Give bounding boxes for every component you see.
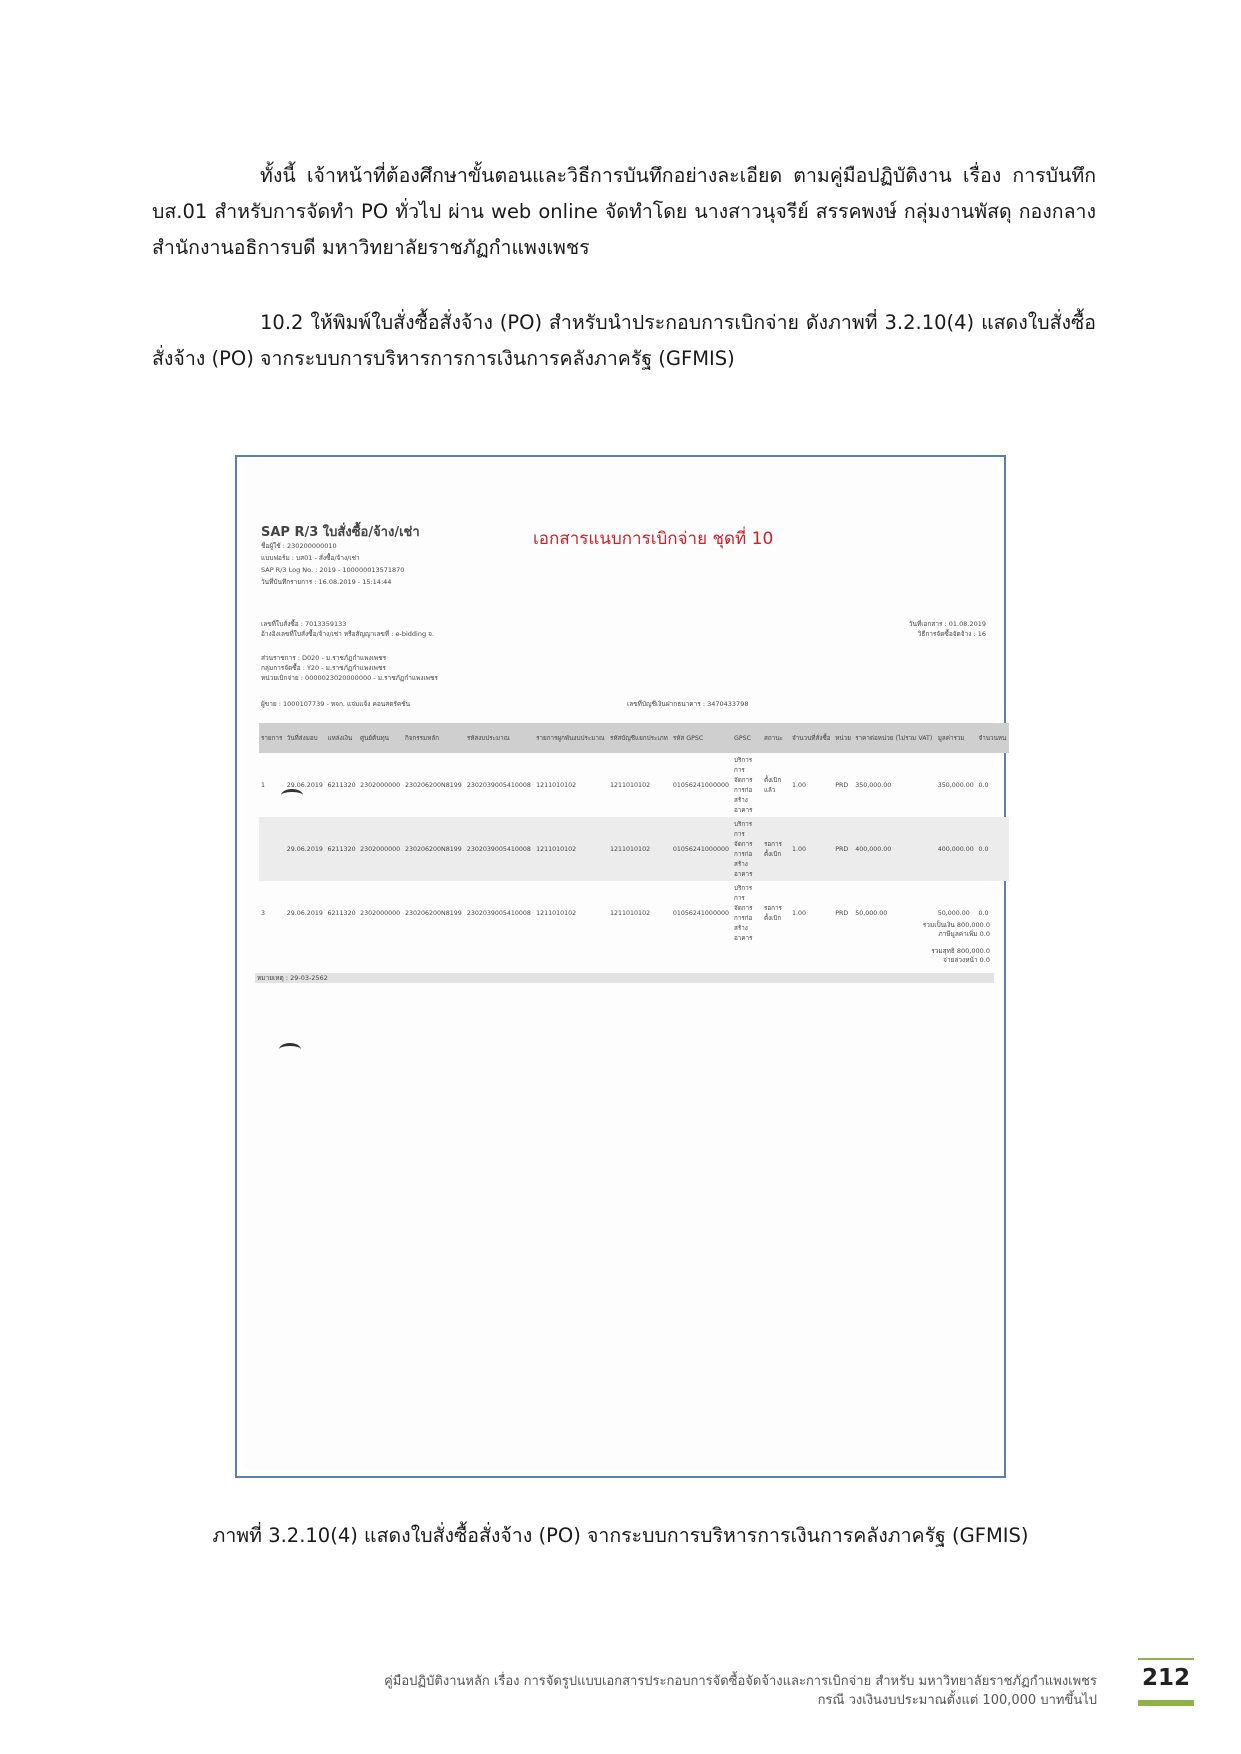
- attachment-title: เอกสารแนบการเบิกจ่าย ชุดที่ 10: [533, 529, 774, 549]
- punch-hole-icon: [279, 1043, 301, 1056]
- column-header: กิจกรรมหลัก: [403, 723, 465, 753]
- figure-caption: ภาพที่ 3.2.10(4) แสดงใบสั่งซื้อสั่งจ้าง (PO) จากระบบการบริหารการเงินการคลังภาครัฐ (GFMIS): [212, 1524, 1029, 1547]
- table-cell: 1211010102: [610, 909, 651, 917]
- table-cell: [259, 817, 285, 881]
- table-cell: 0.0: [978, 909, 989, 917]
- table-cell: 2302039005410008: [465, 817, 534, 881]
- page-number-bar: [1138, 1700, 1194, 1706]
- step-paragraph: [152, 305, 1096, 377]
- table-cell: 1211010102: [608, 817, 671, 881]
- table-cell: 230206200N8199: [404, 781, 462, 789]
- table-cell: 29.06.2019: [286, 781, 323, 789]
- table-cell: 01056241000000: [672, 909, 729, 917]
- header-line: แบบฟอร์ม : บส01 - สั่งซื้อ/จ้าง/เช่า: [261, 554, 360, 562]
- table-cell: 29.06.2019: [285, 817, 326, 881]
- table-cell: PRD: [833, 817, 853, 881]
- table-cell: 350,000.00: [855, 781, 892, 789]
- table-cell: 230206200N8199: [403, 817, 465, 881]
- net-total-line: รวมสุทธิ 800,000.0: [931, 947, 990, 955]
- column-header: จำนวนหน: [977, 723, 1010, 753]
- column-header: ศูนย์ต้นทุน: [358, 723, 403, 753]
- intro-paragraph: [152, 158, 1096, 266]
- table-cell: 50,000.00: [937, 909, 970, 917]
- subtotal-line: รวมเป็นเงิน 800,000.0: [922, 921, 990, 929]
- table-cell: รอการ ตั้งเบิก: [762, 817, 790, 881]
- table-cell: 2302039005410008: [466, 909, 531, 917]
- table-cell: 6211320: [327, 909, 356, 917]
- table-cell: 29.06.2019: [286, 909, 323, 917]
- table-cell: PRD: [835, 781, 849, 789]
- column-header: รายการผูกพันงบประมาณ: [534, 723, 608, 753]
- sap-title: SAP R/3 ใบสั่งซื้อ/จ้าง/เช่า: [261, 525, 420, 540]
- table-cell: 1211010102: [610, 781, 651, 789]
- step-paragraph-text: 10.2 ให้พิมพ์ใบสั่งซื้อสั่งจ้าง (PO) สำหรับนำประกอบการเบิกจ่าย ดังภาพที่ 3.2.10(4) แสดงใบสั่งซื้อสั่งจ้าง (PO) จากระบบการบริหารการการเงินการคลังภาครัฐ (GFMIS): [152, 311, 1096, 370]
- table-cell: ตั้งเบิก แล้ว: [764, 777, 782, 794]
- table-header-row: [259, 723, 1009, 753]
- table-cell: 0.0: [977, 817, 1010, 881]
- table-cell: 6211320: [327, 781, 356, 789]
- table-cell: 1.00: [790, 817, 833, 881]
- page-footer: [384, 1672, 1097, 1710]
- table-cell: 0.0: [978, 781, 989, 789]
- table-cell: 2302000000: [358, 817, 403, 881]
- table-cell: บริการ การ จัดการ การก่อ สร้าง อาคาร: [732, 817, 762, 881]
- table-cell: บริการ การ จัดการ การก่อ สร้าง อาคาร: [734, 885, 753, 942]
- po-items-table: [259, 723, 1009, 945]
- table-cell: 01056241000000: [672, 781, 729, 789]
- column-header: แหล่งเงิน: [326, 723, 359, 753]
- header-line: SAP R/3 Log No. : 2019 - 100000013571870: [261, 566, 405, 574]
- table-cell: 1.00: [792, 781, 807, 789]
- column-header: ราคาต่อหน่วย (ไม่รวม VAT): [853, 723, 936, 753]
- column-header: วันที่ส่งมอบ: [285, 723, 326, 753]
- document-date: วันที่เอกสาร : 01.08.2019: [908, 620, 986, 628]
- table-cell: 350,000.00: [937, 781, 974, 789]
- org-line: กลุ่มการจัดซื้อ : Y20 - ม.ราชภัฏกำแพงเพชร: [261, 664, 386, 672]
- vendor-line: ผู้ขาย : 1000107739 - หจก. แจ่มแจ้ง คอนสตรัคชั่น: [261, 700, 411, 708]
- column-header: GPSC: [732, 723, 762, 753]
- table-cell: 01056241000000: [671, 817, 732, 881]
- table-cell: 400,000.00: [936, 817, 977, 881]
- column-header: รหัส GPSC: [671, 723, 732, 753]
- remark: หมายเหตุ : 29-03-2562: [257, 974, 328, 982]
- table-cell: 1.00: [792, 909, 807, 917]
- table-cell: 400,000.00: [853, 817, 936, 881]
- table-row: [259, 753, 1009, 817]
- vat-line: ภาษีมูลค่าเพิ่ม 0.0: [938, 930, 990, 938]
- bank-account-line: เลขที่บัญชีเงินฝากธนาคาร : 3470433798: [627, 700, 749, 708]
- table-cell: 2302000000: [360, 909, 401, 917]
- footer-line: กรณี วงเงินงบประมาณตั้งแต่ 100,000 บาทขึ้นไป: [817, 1693, 1097, 1708]
- header-line: วันที่บันทึกรายการ : 16.08.2019 - 15:14:44: [261, 578, 392, 586]
- table-cell: บริการ การ จัดการ การก่อ สร้าง อาคาร: [734, 757, 753, 814]
- column-header: รหัสงบประมาณ: [465, 723, 534, 753]
- intro-paragraph-text: ทั้งนี้ เจ้าหน้าที่ต้องศึกษาขั้นตอนและวิธีการบันทึกอย่างละเอียด ตามคู่มือปฏิบัติงาน เรื่อง การบันทึก บส.01 สำหรับการจัดทำ PO ทั่วไป ผ่าน web online จัดทำโดย นางสาวนุจรีย์ สรรคพงษ์ กลุ่มงานพัสดุ กองกลาง สำนักงานอธิการบดี มหาวิทยาลัยราชภัฏกำแพงเพชร: [152, 164, 1096, 259]
- table-cell: 1211010102: [536, 909, 577, 917]
- advance-payment-line: จ่ายล่วงหน้า 0.0: [943, 956, 990, 964]
- header-line: ชื่อผู้ใช้ : 230200000010: [261, 542, 337, 550]
- table-cell: 50,000.00: [855, 909, 888, 917]
- procurement-method: วิธีการจัดซื้อจัดจ้าง : 16: [917, 630, 986, 638]
- org-line: หน่วยเบิกจ่าย : 0000023020000000 - ม.ราชภัฏกำแพงเพชร: [261, 674, 438, 682]
- totals-block: [923, 921, 990, 939]
- column-header: มูลค่ารวม: [936, 723, 977, 753]
- table-cell: 2302039005410008: [466, 781, 531, 789]
- table-cell: 2302000000: [360, 781, 401, 789]
- net-totals-block: [931, 947, 990, 965]
- org-line: ส่วนราชการ : D020 - ม.ราชภัฏกำแพงเพชร: [261, 654, 387, 662]
- table-row: [259, 881, 1009, 945]
- column-header: หน่วย: [833, 723, 853, 753]
- column-header: รหัสบัญชีแยกประเภท: [608, 723, 671, 753]
- table-cell: 3: [261, 909, 266, 917]
- table-cell: 6211320: [326, 817, 359, 881]
- table-cell: 1211010102: [534, 817, 608, 881]
- page-number: 212: [1141, 1665, 1190, 1691]
- table-cell: 1211010102: [536, 781, 577, 789]
- table-cell: 230206200N8199: [404, 909, 462, 917]
- column-header: สถานะ: [762, 723, 790, 753]
- po-figure: [235, 455, 1006, 1478]
- page-number-rule: [1138, 1658, 1194, 1660]
- footer-line: คู่มือปฏิบัติงานหลัก เรื่อง การจัดรูปแบบเอกสารประกอบการจัดซื้อจัดจ้างและการเบิกจ่าย สำหรับ มหาวิทยาลัยราชภัฏกำแพงเพชร: [384, 1674, 1097, 1689]
- scanned-po-document: [243, 463, 1007, 1470]
- note-bar: [255, 973, 994, 983]
- po-number-line: เลขที่ใบสั่งซื้อ : 7013359133: [261, 620, 347, 628]
- table-cell: PRD: [835, 909, 849, 917]
- table-row: [259, 817, 1009, 881]
- column-header: จำนวนที่สั่งซื้อ: [790, 723, 833, 753]
- po-reference-line: อ้างอิงเลขที่ใบสั่งซื้อ/จ้าง/เช่า หรือสัญญาเลขที่ : e-bidding จ.: [261, 630, 435, 638]
- column-header: รายการ: [259, 723, 285, 753]
- table-cell: รอการ ตั้งเบิก: [764, 905, 782, 922]
- table-cell: 1: [261, 781, 266, 789]
